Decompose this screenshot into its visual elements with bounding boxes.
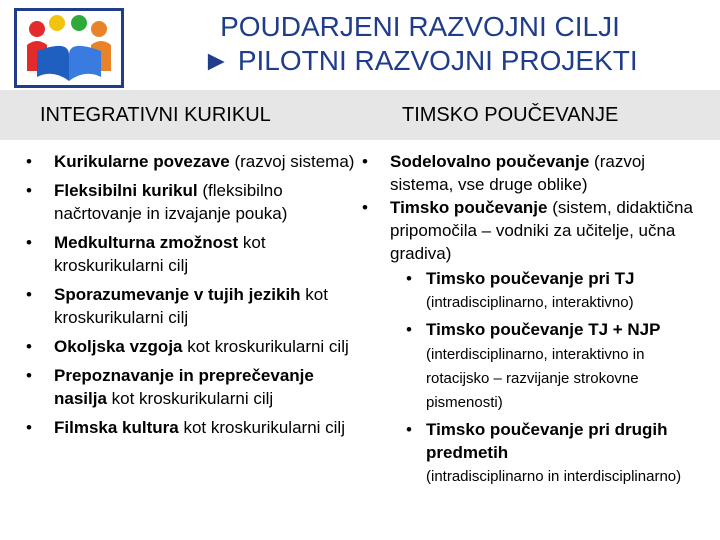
sub-list-item [360, 318, 710, 414]
bullet: • [26, 181, 32, 200]
item-title: Fleksibilni kurikul [54, 181, 198, 200]
left-column-heading: INTEGRATIVNI KURIKUL [40, 104, 271, 126]
list-item [360, 150, 710, 196]
logo-figures-icon [17, 11, 121, 85]
right-column-list [360, 150, 710, 488]
bullet: • [26, 285, 32, 304]
list-item [24, 150, 369, 173]
item-title: Kurikularne povezave [54, 152, 230, 171]
sub-list-item [360, 267, 710, 314]
item-text: (intradisciplinarno, interaktivno) [426, 294, 634, 311]
item-text: (fleksibilno načrtovanje in izvajanje pouka) [54, 181, 288, 223]
item-title: Timsko poučevanje TJ + NJP [426, 320, 661, 339]
bullet: • [26, 366, 32, 385]
item-title: Sporazumevanje v tujih jezikih [54, 285, 301, 304]
bullet: • [362, 198, 368, 217]
item-title: Timsko poučevanje pri drugih predmetih [426, 420, 668, 462]
item-title: Timsko poučevanje pri TJ [426, 269, 635, 288]
list-item [24, 179, 369, 225]
item-title: Sodelovalno poučevanje [390, 152, 590, 171]
list-item [24, 283, 369, 329]
bullet: • [26, 418, 32, 437]
header [0, 0, 720, 93]
item-text: kot kroskurikularni cilj [54, 285, 328, 327]
bullet: • [406, 320, 412, 339]
bullet: • [26, 337, 32, 356]
item-text: (sistem, didaktična pripomočila – vodniki za učitelje, učna gradiva) [390, 198, 693, 263]
title-line-1: POUDARJENI RAZVOJNI CILJI [220, 11, 620, 42]
item-title: Prepoznavanje in preprečevanje nasilja [54, 366, 314, 408]
item-text: (intradisciplinarno in interdisciplinarno) [426, 468, 682, 485]
item-text: (interdisciplinarno, interaktivno in rotacijsko – razvijanje strokovne pismenosti) [426, 346, 645, 411]
list-item [24, 416, 369, 439]
bullet: • [406, 269, 412, 288]
item-text: (razvoj sistema) [229, 152, 355, 171]
left-column-list [24, 150, 369, 439]
list-item [24, 231, 369, 277]
list-item [360, 196, 710, 265]
bullet: • [406, 420, 412, 439]
item-text: kot kroskurikularni cilj [54, 233, 266, 275]
list-item [24, 335, 369, 358]
item-text: kot kroskurikularni cilj [106, 389, 274, 408]
list-item [24, 364, 369, 410]
right-column-heading: TIMSKO POUČEVANJE [402, 104, 619, 126]
item-text: (razvoj sistema, vse druge oblike) [390, 152, 646, 194]
item-title: Medkulturna zmožnost [54, 233, 239, 252]
bullet: • [26, 152, 32, 171]
item-title: Filmska kultura [54, 418, 179, 437]
bullet: • [362, 152, 368, 171]
item-text: kot kroskurikularni cilj [178, 418, 345, 437]
bullet: • [26, 233, 32, 252]
item-title: Timsko poučevanje [390, 198, 548, 217]
page-title [140, 10, 700, 78]
item-title: Okoljska vzgoja [54, 337, 183, 356]
title-line-2: ► PILOTNI RAZVOJNI PROJEKTI [202, 45, 638, 76]
sub-list-item [360, 418, 710, 488]
logo [14, 8, 124, 88]
item-text: kot kroskurikularni cilj [182, 337, 349, 356]
